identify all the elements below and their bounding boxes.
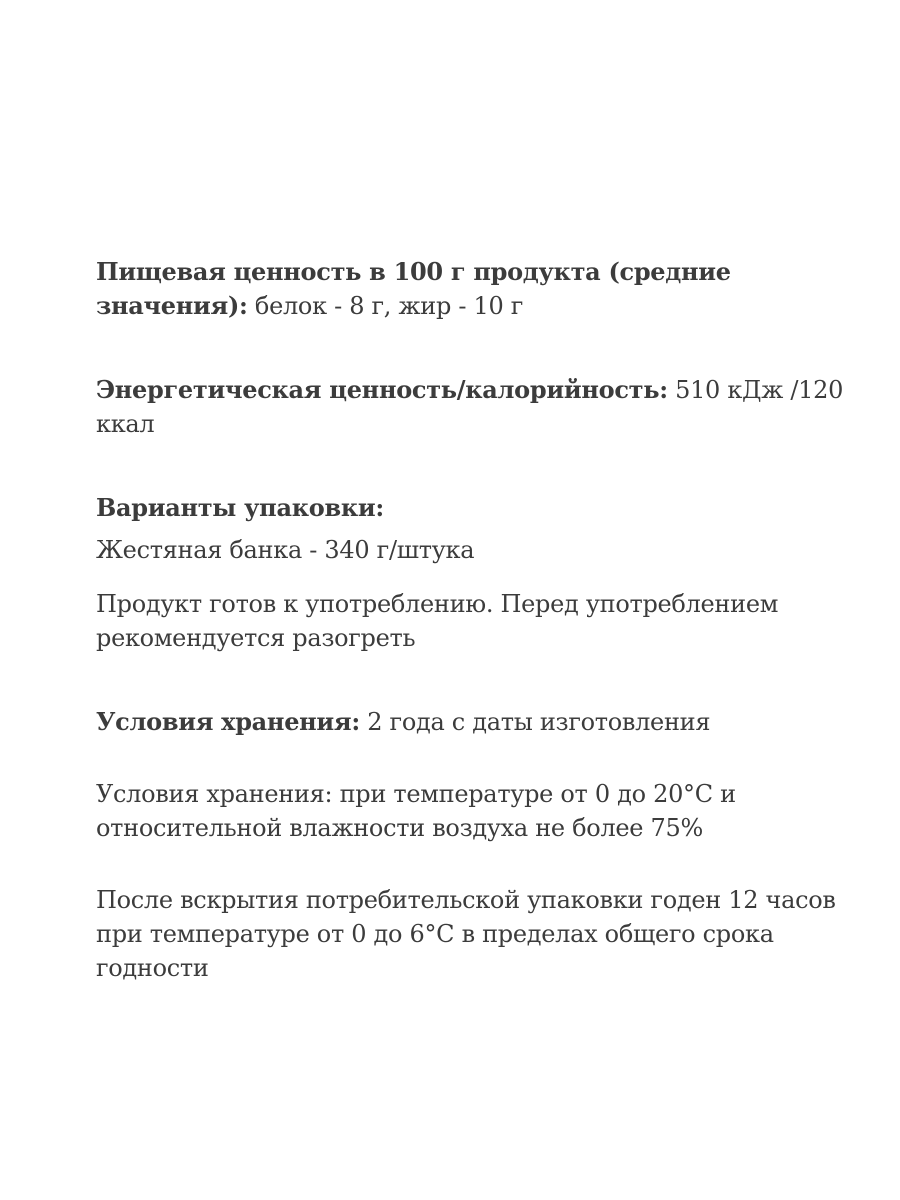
energy-label: Энергетическая ценность/калорийность: bbox=[96, 375, 668, 404]
ready-to-eat-note: Продукт готов к употреблению. Перед употреблением рекомендуется разогреть bbox=[96, 590, 779, 652]
nutrition-label: Пищевая ценность в 100 г продукта (средние значения): bbox=[96, 257, 731, 320]
after-opening-note: После вскрытия потребительской упаковки годен 12 часов при температуре от 0 до 6°C в пределах общего срока годности bbox=[96, 886, 836, 982]
packaging-label: Варианты упаковки: bbox=[96, 493, 384, 522]
storage-conditions: Условия хранения: при температуре от 0 до 20°C и относительной влажности воздуха не более 75% bbox=[96, 780, 736, 842]
shelf-life-paragraph bbox=[96, 705, 856, 739]
nutrition-paragraph bbox=[96, 255, 856, 323]
nutrition-value: белок - 8 г, жир - 10 г bbox=[247, 292, 524, 320]
shelf-life-label: Условия хранения: bbox=[96, 707, 360, 736]
energy-paragraph bbox=[96, 373, 856, 441]
energy-value: 510 кДж /120 ккал bbox=[96, 376, 844, 438]
product-info bbox=[96, 255, 856, 985]
shelf-life-value: 2 года с даты изготовления bbox=[359, 708, 711, 736]
packaging-value: Жестяная банка - 340 г/штука bbox=[96, 536, 475, 564]
